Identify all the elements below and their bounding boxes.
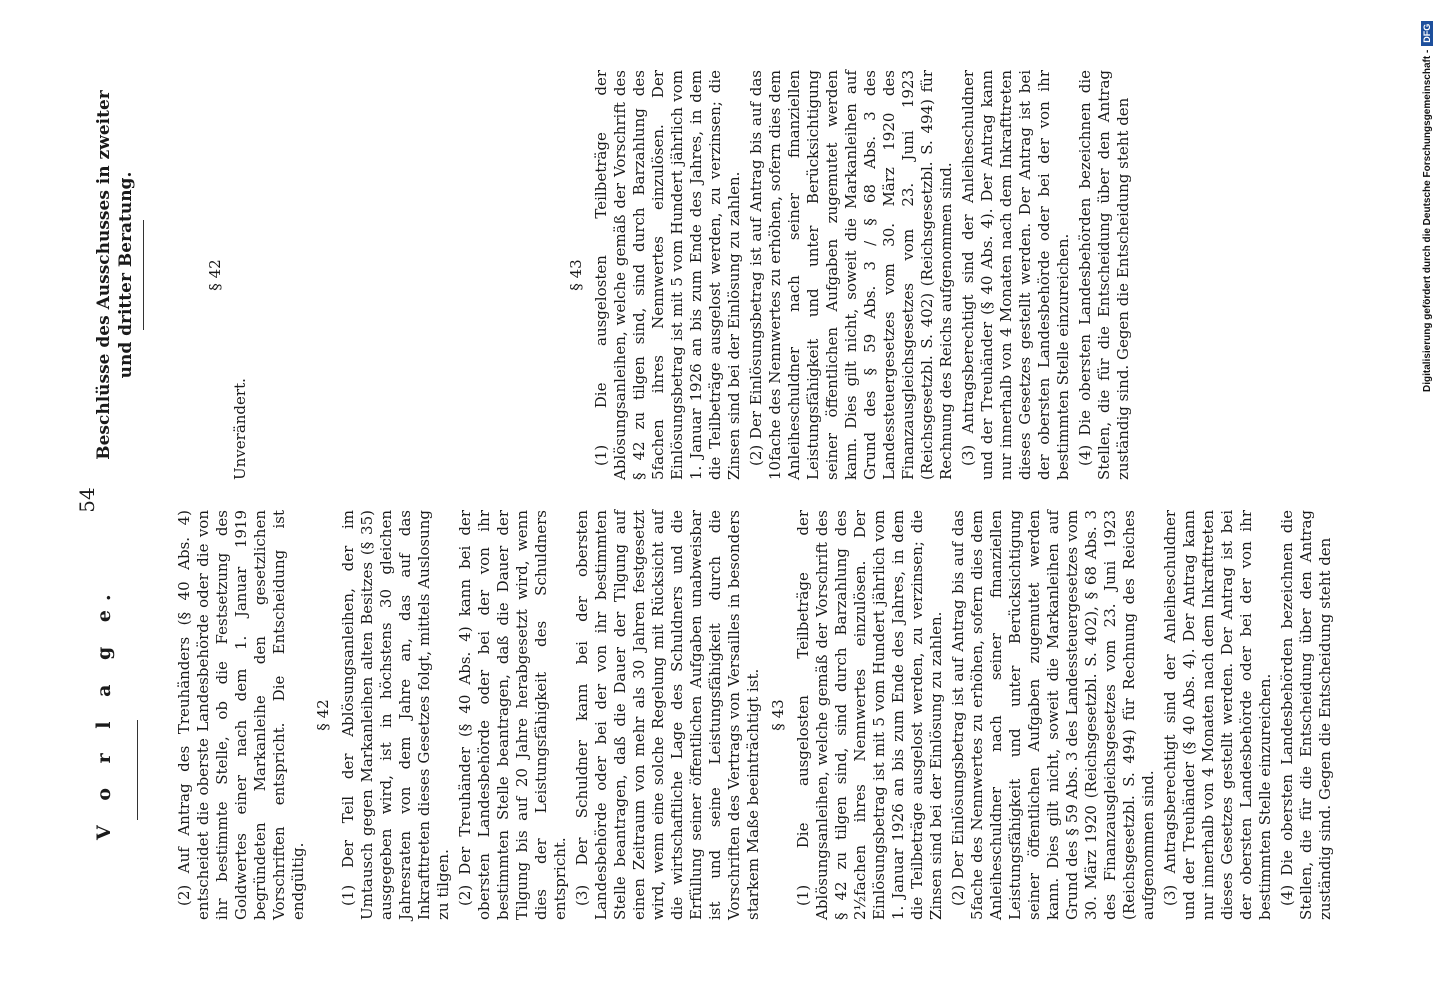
left-column	[75, 510, 1334, 920]
page-number: 54	[75, 487, 99, 513]
left-s43-paragraph-1: (1) Die ausgelosten Teilbeträge der Ablösungsanleihen, welche gemäß der Vorschrift des § 42 zu tilgen sind, sind durch Barzahlung des 2½fachen ihres Nennwertes einzulösen. Der Einlösungsbetrag ist mit 5 vom Hundert jährlich vom 1. Januar 1926 an bis zum Ende des Jahres, in dem die Teilbeträge ausgelost werden, zu verzinsen; die Zinsen sind bei der Einlösung zu zahlen.	[794, 510, 945, 920]
footer-text: Digitalisierung gefördert durch die Deutsche Forschungsgemeinschaft -	[1421, 49, 1433, 392]
left-s42-paragraph-1: (1) Der Teil der Ablösungsanleihen, der im Umtausch gegen Markanleihen alten Besitzes (§ 35) ausgegeben wird, ist in höchstens 30 gleichen Jahresraten von dem Jahre an, das auf das Inkrafttreten dieses Gesetzes folgt, mittels Auslosung zu tilgen.	[339, 510, 452, 920]
dfg-logo: DFG	[1421, 21, 1433, 46]
digitization-footer	[1417, 0, 1434, 392]
right-s43-paragraph-1: (1) Die ausgelosten Teilbeträge der Ablösungsanleihen, welche gemäß der Vorschrift des § 42 zu tilgen sind, sind durch Barzahlung des 5fachen ihres Nennwertes einzulösen. Der Einlösungsbetrag ist mit 5 vom Hundert jährlich vom 1. Januar 1926 an bis zum Ende des Jahres, in dem die Teilbeträge ausgelost werden, zu verzinsen; die Zinsen sind bei der Einlösung zu zahlen.	[592, 70, 743, 480]
left-s43-paragraph-2: (2) Der Einlösungsbetrag ist auf Antrag bis auf das 5fache des Nennwertes zu erhöhen, sofern dies dem Anleiheschuldner nach seiner finanziellen Leistungsfähigkeit und unter Berücksichtigung seiner öffentlichen Aufgaben zugemutet werden kann. Dies gilt nicht, soweit die Markanleihen auf Grund des § 59 Abs. 3 des Landessteuergesetzes vom 30. März 1920 (Reichsgesetzbl. S. 402), § 68 Abs. 3 des Finanzausgleichsgesetzes vom 23. Juni 1923 (Reichsgesetzbl. S. 494) für Rechnung des Reiches aufgenommen sind.	[949, 510, 1157, 920]
right-column-title: Beschlüsse des Ausschusses in zweiter und dritter Beratung.	[94, 90, 136, 460]
left-s42-paragraph-3: (3) Der Schuldner kann bei der obersten Landesbehörde oder bei der von ihr bestimmten Stelle beantragen, daß die Dauer der Tilgung auf einen Zeitraum von mehr als 30 Jahren festgesetzt wird, wenn eine solche Regelung mit Rücksicht auf die wirtschaftliche Lage des Schuldners und die Erfüllung seiner öffentlichen Aufgaben unabweisbar ist und seine Leistungsfähigkeit durch die Vorschriften des Vertrags von Versailles in besonders starkem Maße beeinträchtigt ist.	[573, 510, 762, 920]
left-s43-paragraph-3: (3) Antragsberechtigt sind der Anleiheschuldner und der Treuhänder (§ 40 Abs. 4). Der Antrag kann nur innerhalb von 4 Monaten nach dem Inkrafttreten dieses Gesetzes gestellt werden. Der Antrag ist bei der obersten Landesbehörde oder bei der von ihr bestimmten Stelle einzureichen.	[1161, 510, 1274, 920]
right-title-rule	[143, 220, 144, 330]
right-s43-paragraph-3: (3) Antragsberechtigt sind der Anleiheschuldner und der Treuhänder (§ 40 Abs. 4). Der Antrag kann nur innerhalb von 4 Monaten nach dem Inkrafttreten dieses Gesetzes gestellt werden. Der Antrag ist bei der obersten Landesbehörde oder bei der von ihr bestimmten Stelle einzureichen.	[959, 70, 1072, 480]
right-column	[75, 70, 1255, 480]
left-column-title: V o r l a g e.	[93, 585, 115, 840]
right-s42-unchanged: Unverändert.	[231, 378, 249, 480]
document-page	[75, 50, 1334, 950]
left-section-42-heading: § 42	[314, 699, 332, 731]
right-s43-paragraph-2: (2) Der Einlösungsbetrag ist auf Antrag bis auf das 10fache des Nennwertes zu erhöhen, sofern dies dem Anleiheschuldner nach seiner finanziellen Leistungsfähigkeit und unter Berücksichtigung seiner öffentlichen Aufgaben zugemutet werden kann. Dies gilt nicht, soweit die Markanleihen auf Grund des § 59 Abs. 3 / § 68 Abs. 3 des Landessteuergesetzes vom 30. März 1920 des Finanzausgleichsgesetzes vom 23. Juni 1923 (Reichsgesetzbl. S. 402) (Reichsgesetzbl. S. 494) für Rechnung des Reichs aufgenommen sind.	[747, 70, 955, 480]
left-column-body	[175, 510, 1338, 920]
right-column-body	[200, 70, 1136, 480]
left-title-rule	[137, 720, 138, 820]
left-s43-paragraph-4: (4) Die obersten Landesbehörden bezeichnen die Stellen, die für die Entscheidung über den Antrag zuständig sind. Gegen die Entscheidung steht den	[1278, 510, 1334, 920]
right-s43-paragraph-4: (4) Die obersten Landesbehörden bezeichnen die Stellen, die für die Entscheidung über den Antrag zuständig sind. Gegen die Entscheidung steht den	[1076, 70, 1132, 480]
left-s42-paragraph-2: (2) Der Treuhänder (§ 40 Abs. 4) kann bei der obersten Landesbehörde oder bei der von ihr bestimmten Stelle beantragen, daß die Dauer der Tilgung bis auf 20 Jahre herabgesetzt wird, wenn dies der Leistungsfähigkeit des Schuldners entspricht.	[456, 510, 569, 920]
left-section-43-heading: § 43	[769, 699, 787, 731]
left-paragraph-top: (2) Auf Antrag des Treuhänders (§ 40 Abs. 4) entscheidet die oberste Landesbehörde oder die von ihr bestimmte Stelle, ob die Festsetzung des Goldwertes einer nach dem 1. Januar 1919 begründeten Markanleihe den gesetzlichen Vorschriften entspricht. Die Entscheidung ist endgültig.	[175, 510, 307, 920]
right-section-43-heading: § 43	[567, 259, 585, 291]
right-section-42-heading: § 42	[206, 259, 224, 291]
